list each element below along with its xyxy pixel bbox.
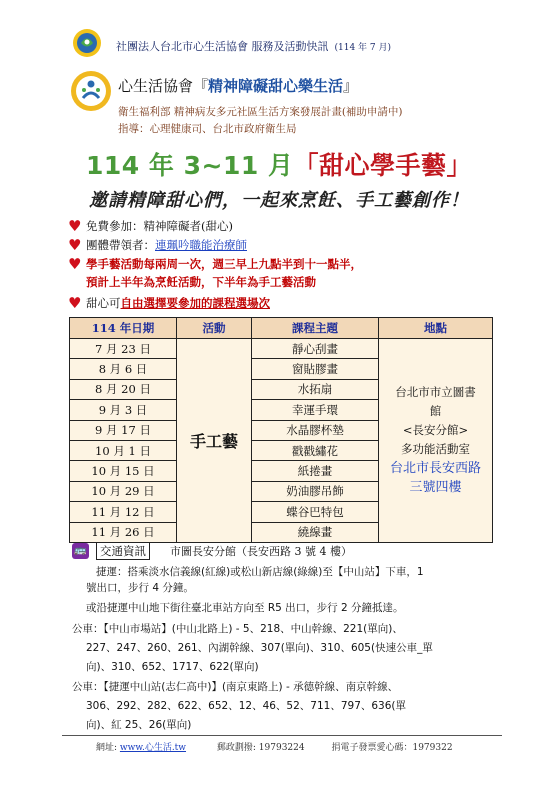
row-topic: 蝶谷巴特包 [252,502,379,522]
location-line1: 台北市市立圖書 [395,385,476,400]
location-line6: 三號四樓 [409,480,462,496]
location-line4: 多功能活動室 [401,442,470,457]
header-edition: (114 年 7 月) [334,43,392,53]
header-org: 社團法人台北市心生活協會 服務及活動快訊 [116,40,329,53]
footer-invoice: 捐電子發票愛心碼：1979322 [331,743,453,753]
header-location: 地點 [379,318,493,339]
row-topic: 幸運手環 [252,400,379,420]
program-sponsor: 衛生福利部 精神病友多元社區生活方案發展計畫(補助申請中) [118,106,403,118]
footer-divider [62,735,502,736]
row-date: 7 月 23 日 [70,339,177,359]
bullet-schedule-line1: 學手藝活動每兩周一次，週三早上九點半到十一點半， [86,257,362,271]
row-topic: 紙捲畫 [252,461,379,481]
bus2-line2: 306、292、282、622、652、12、46、52、711、797、636(單 [86,700,407,712]
bullet-choice-prefix: 甜心可 [86,296,121,310]
bullet-choice [68,294,270,312]
headline-period: 114 年 3~11 月 [86,151,294,180]
row-topic: 奶油膠吊飾 [252,481,379,501]
schedule-table [69,317,493,543]
row-topic: 窗貼膠畫 [252,359,379,379]
invitation-text: 邀請精障甜心們，一起來烹飪、手工藝創作！ [89,190,469,211]
row-date: 9 月 3 日 [70,400,177,420]
association-logo [72,28,102,58]
mrt-line3: 或沿捷運中山地下街往臺北車站方向至 R5 出口，步行 2 分鐘抵達。 [86,602,404,614]
bullet-schedule [68,255,362,273]
row-date: 10 月 1 日 [70,440,177,460]
program-guidance: 指導：心理健康司、台北市政府衛生局 [118,123,297,135]
header-date: 114 年日期 [70,318,177,339]
bus1-line2: 227、247、260、261、內湖幹線、307(單向)、310、605(快速公車_單 [86,642,433,654]
heart-icon: ♥ [68,294,82,312]
location-line3: <長安分館> [402,423,469,438]
table-row [70,339,493,359]
row-date: 11 月 26 日 [70,522,177,542]
program-title-suffix: 』 [343,77,359,95]
row-date: 11 月 12 日 [70,502,177,522]
row-date: 10 月 29 日 [70,481,177,501]
bullet-leader-label: 團體帶領者： [86,238,155,252]
bullet-free [68,217,233,235]
row-topic: 水拓扇 [252,379,379,399]
leader-link[interactable]: 連珮吟職能治療師 [155,238,247,252]
mrt-line2: 號出口，步行 4 分鐘。 [86,582,194,594]
row-date: 8 月 6 日 [70,359,177,379]
location-line2: 館 [429,404,442,419]
bullet-leader [68,236,247,254]
header-topic: 課程主題 [252,318,379,339]
heart-icon: ♥ [68,255,82,273]
bus2-line1: 公車：【捷運中山站(志仁高中)】(南京東路上) - 承德幹線、南京幹線、 [72,681,399,693]
heart-icon: ♥ [68,217,82,235]
bus-icon: 🚌 [72,543,89,559]
bullet-free-text: 免費參加：精神障礙者(甜心) [86,219,233,233]
row-date: 8 月 20 日 [70,379,177,399]
bullet-schedule-line2: 預計上半年為烹飪活動，下半年為手工藝活動 [86,275,316,289]
row-topic: 靜心刮畫 [252,339,379,359]
footer-site-label: 網址: [96,743,118,753]
program-title-emphasis: 精神障礙甜心樂生活 [208,77,344,95]
row-topic: 繞線畫 [252,522,379,542]
footer-website-link[interactable]: www.心生活.tw [119,743,187,753]
program-title [118,75,358,96]
mrt-line1: 捷運：搭乘淡水信義線(紅線)或松山新店線(綠線)至【中山站】下車，1 [96,566,424,578]
headline [0,146,558,182]
bus2-line3: 向)、紅 25、26(單向) [86,719,192,731]
header-activity: 活動 [177,318,252,339]
headline-quote: 「甜心學手藝」 [293,151,472,180]
program-title-prefix: 心生活協會『 [118,77,209,95]
bus1-line1: 公車：【中山市場站】(中山北路上) - 5、218、中山幹線、221(單向)、 [72,623,403,635]
footer-postal: 郵政劃撥: 19793224 [216,743,305,753]
bus1-line3: 向)、310、652、1717、622(單向) [86,661,259,673]
row-date: 10 月 15 日 [70,461,177,481]
footer [96,740,453,753]
bullet-schedule-cont [86,274,316,290]
activity-cell: 手工藝 [177,339,252,543]
location-cell [379,339,493,543]
table-header-row [70,318,493,339]
transport-place: 市圖長安分館（長安西路 3 號 4 樓） [170,545,352,558]
bullet-choice-emph: 自由選擇要參加的課程選場次 [120,296,270,310]
row-topic: 戳戳繡花 [252,440,379,460]
location-line5: 台北市長安西路 [389,461,481,477]
program-logo [70,70,112,112]
row-date: 9 月 17 日 [70,420,177,440]
transport-label: 交通資訊 [96,542,150,560]
row-topic: 水晶膠杯墊 [252,420,379,440]
header-title [116,38,391,54]
heart-icon: ♥ [68,236,82,254]
